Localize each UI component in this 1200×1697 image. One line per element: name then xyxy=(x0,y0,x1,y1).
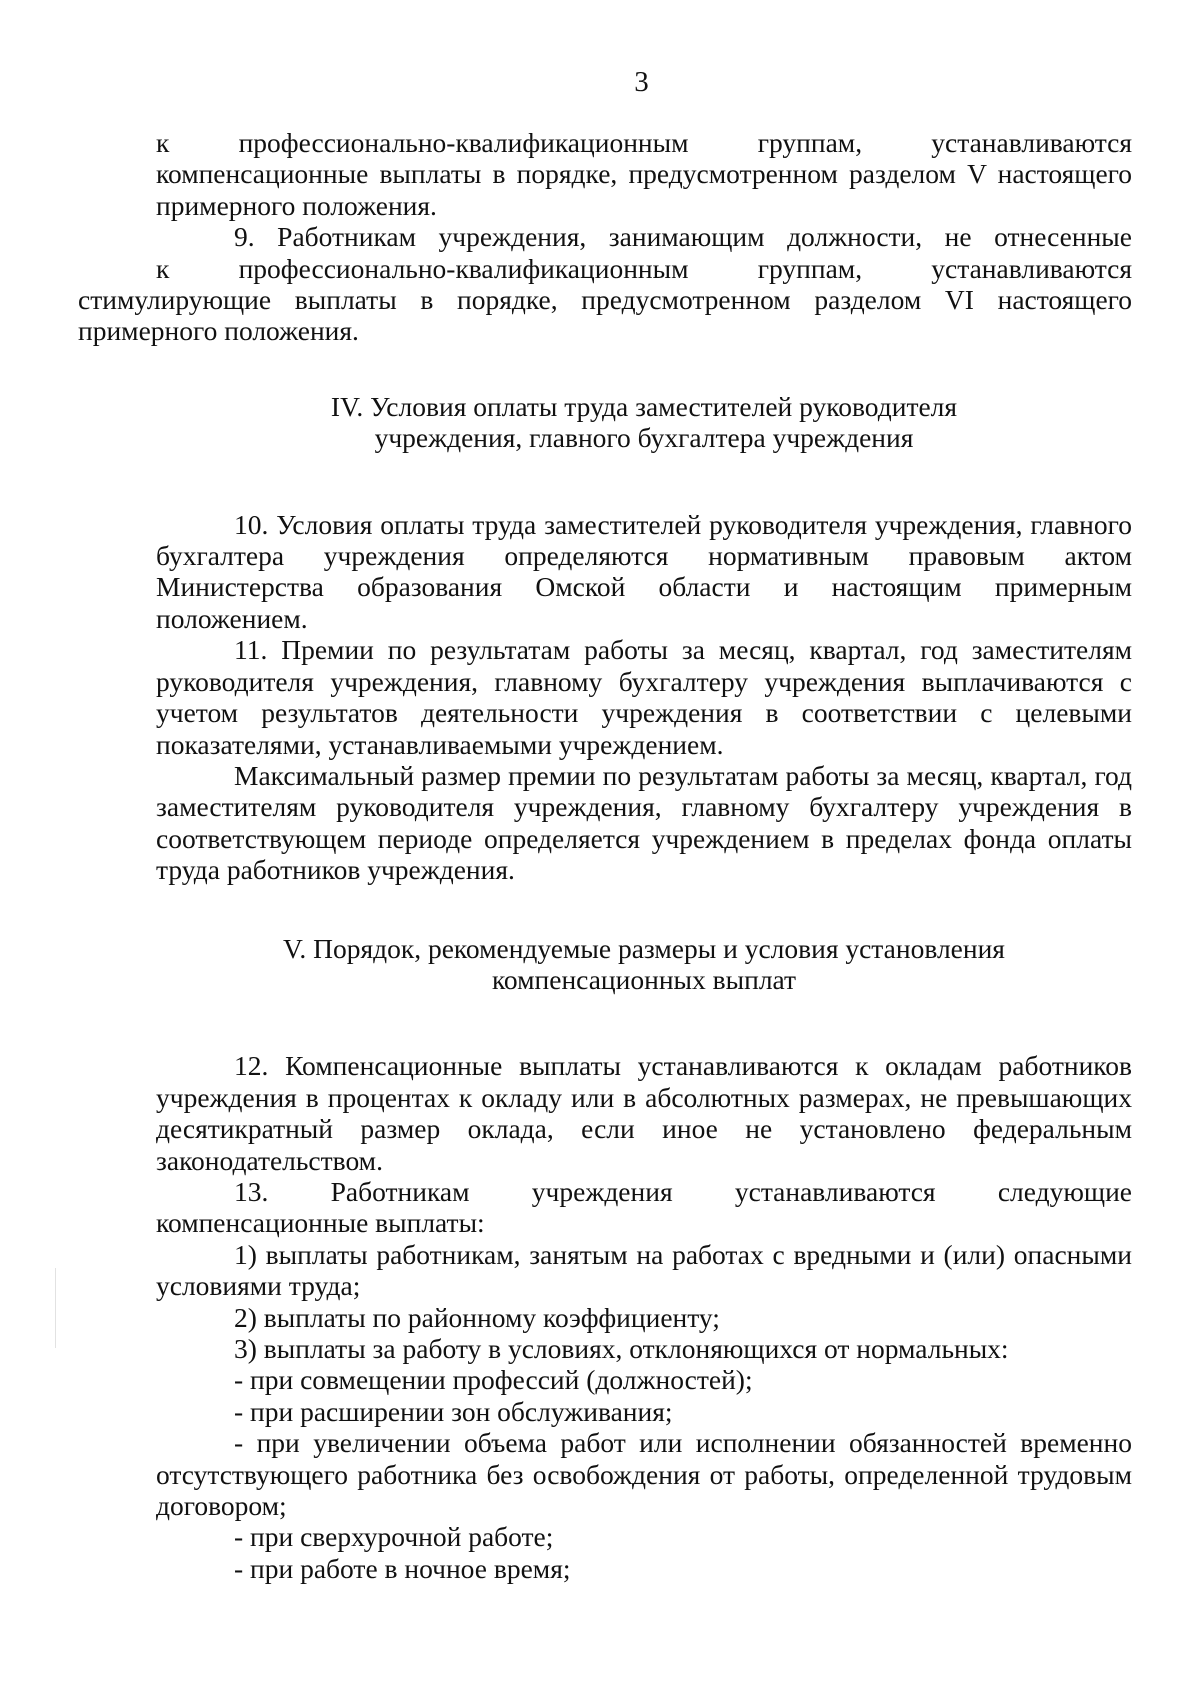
paragraph-11-max-bonus: Максимальный размер премии по результатам работы за месяц, квартал, год заместителям руководителя учреждения, главному бухгалтеру учреждения в соответствующем периоде определяется учреждением в пределах фонда оплаты труда работников учреждения. xyxy=(156,759,1132,886)
list-item-1: 1) выплаты работникам, занятым на работах с вредными и (или) опасными условиями труда; xyxy=(156,1238,1132,1302)
paragraph-9: 9. Работникам учреждения, занимающим должности, не отнесенные к профессионально-квалификационным группам, устанавливаются стимулирующие выплаты в порядке, предусмотренном разделом VI настоящего примерного положения. xyxy=(78,221,1133,347)
section-5-heading: V. Порядок, рекомендуемые размеры и условия установления компенсационных выплат xyxy=(283,932,1005,995)
paragraph-13 xyxy=(156,1176,1132,1239)
dash-item-3: - при увеличении объема работ или исполнении обязанностей временно отсутствующего работника без освобождения от работы, определенной трудовым договором; xyxy=(156,1427,1132,1522)
paragraph-10: 10. Условия оплаты труда заместителей руководителя учреждения, главного бухгалтера учреждения определяются нормативным правовым актом Министерства образования Омской области и настоящим примерным положением. xyxy=(156,508,1132,634)
dash-item-2: - при расширении зон обслуживания; xyxy=(234,1395,673,1427)
list-item-2: 2) выплаты по районному коэффициенту; xyxy=(234,1301,720,1333)
scan-margin-mark xyxy=(55,1268,56,1348)
paragraph-11: 11. Премии по результатам работы за месяц, квартал, год заместителям руководителя учреждения, главному бухгалтеру учреждения выплачиваются с учетом результатов деятельности учреждения в соответствии с целевыми показателями, устанавливаемыми учреждением. xyxy=(156,634,1132,760)
dash-item-4: - при сверхурочной работе; xyxy=(234,1521,554,1553)
paragraph-13-second-line: компенсационные выплаты: xyxy=(156,1207,485,1239)
list-item-3: 3) выплаты за работу в условиях, отклоняющихся от нормальных: xyxy=(234,1333,1009,1364)
paragraph-12: 12. Компенсационные выплаты устанавливаются к окладам работников учреждения в процентах к окладу или в абсолютных размерах, не превышающих десятикратный размер оклада, если иное не установлено федеральным законодательством. xyxy=(156,1050,1132,1176)
dash-item-1: - при совмещении профессий (должностей); xyxy=(234,1364,753,1396)
paragraph-8-first-line: к профессионально-квалификационным группам, устанавливаются xyxy=(156,127,1133,158)
paragraph-13-first-line: 13. Работникам учреждения устанавливаются следующие xyxy=(234,1175,1132,1207)
paragraph-9-second-line: к профессионально-квалификационным группам, устанавливаются xyxy=(156,252,1133,284)
paragraph-9-first-line: 9. Работникам учреждения, занимающим должности, не отнесенные xyxy=(234,221,1132,253)
dash-item-5: - при работе в ночное время; xyxy=(234,1552,571,1584)
page-number: 3 xyxy=(634,66,649,98)
section-4-heading: IV. Условия оплаты труда заместителей руководителя учреждения, главного бухгалтера учреждения xyxy=(330,390,958,454)
document-body xyxy=(78,127,1133,1584)
paragraph-8-continuation: к профессионально-квалификационным группам, устанавливаются компенсационные выплаты в порядке, предусмотренном разделом V настоящего примерного положения. xyxy=(156,127,1133,221)
